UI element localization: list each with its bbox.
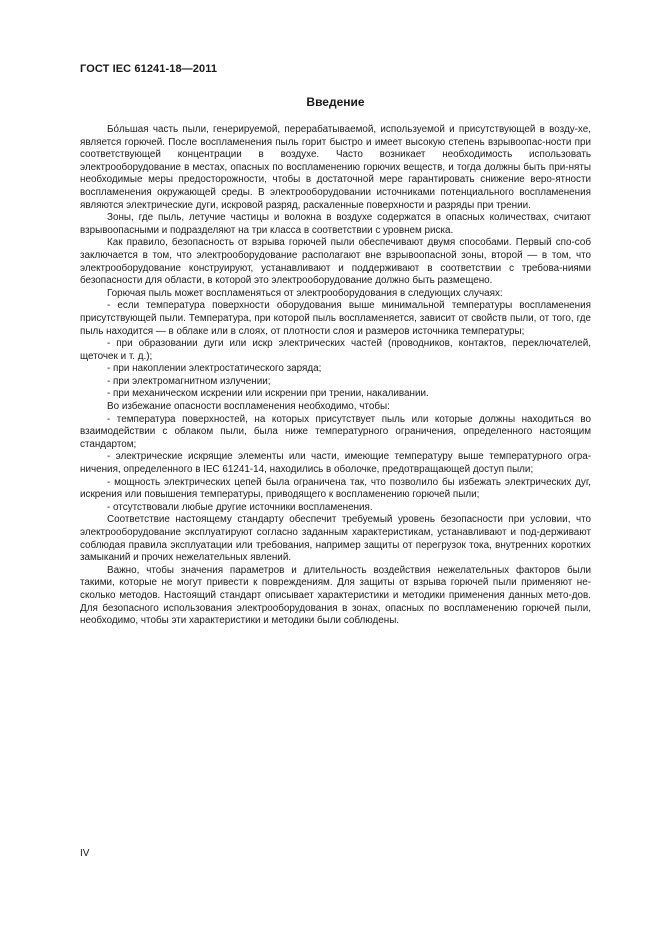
introduction-body bbox=[80, 124, 591, 628]
list-item: - мощность электрических цепей была ограничена так, что позволило бы избежать электрических дуг, искрения или повышения температуры, приводящего к воспламенению горючей пыли; bbox=[80, 476, 591, 501]
paragraph: Соответствие настоящему стандарту обеспечит требуемый уровень безопасности при условии, что электрооборудование эксплуатируют согласно заданным характеристикам, устанавливают и под-держивают соблюдая правила эксплуатации или требования, например защиты от перегрузок тока, внутренних коротких замыканий и прочих нежелательных явлений. bbox=[80, 514, 591, 564]
list-item: - при механическом искрении или искрении при трении, накаливании. bbox=[107, 388, 429, 400]
list-item: - если температура поверхности оборудования выше минимальной температуры воспламенения присутствующей пыли. Температура, при которой пыль воспламеняется, зависит от свойств пыли, от того, где пыль находится — в облаке или в слоях, от плотности слоя и размеров источника температуры; bbox=[80, 300, 591, 337]
list-item: - электрические искрящие элементы или части, имеющие температуру выше температурного огра-ничения, определенного в IEC 61241-14, находились в оболочке, предотвращающей доступ пыли; bbox=[80, 451, 591, 476]
paragraph: Важно, чтобы значения параметров и длительность воздействия нежелательных факторов были такими, которые не могут привести к повреждениям. Для защиты от взрыва горючей пыли применяют не-сколько методов. Настоящий стандарт описывает характеристики и методики применения данных мето-дов. Для безопасного использования электрооборудования в зонах, опасных по воспламенению горючей пыли, необходимо, чтобы эти характеристики и методики были соблюдены. bbox=[80, 564, 591, 627]
paragraph: Во избежание опасности воспламенения необходимо, чтобы: bbox=[107, 401, 390, 413]
paragraph: Горючая пыль может воспламеняться от электрооборудования в следующих случаях: bbox=[107, 287, 503, 299]
list-item: - отсутствовали любые другие источники воспламенения. bbox=[107, 501, 373, 513]
paragraph: Как правило, безопасность от взрыва горючей пыли обеспечивают двумя способами. Первый спо-соб заключается в том, что электрооборудование располагают вне взрывоопасной зоны, второй — в том, что электрооборудование конструируют, устанавливают и поддерживают в соответствии с требова-ниями безопасности для области, в которой это электрооборудование должно быть размещено. bbox=[80, 237, 591, 287]
paragraph: Бо́льшая часть пыли, генерируемой, перерабатываемой, используемой и присутствующей в возду-хе, является горючей. После воспламенения пыль горит быстро и имеет высокую степень взрывоопас-ности при соответствующей концентрации в воздухе. Часто возникает необходимость использовать электрооборудование в местах, опасных по воспламенению горючих веществ, и тогда должны быть при-няты необходимые меры предосторожности, чтобы в достаточной мере гарантировать снижение веро-ятности воспламенения окружающей среды. В электрооборудовании источниками потенциального воспламенения являются электрические дуги, искровой разряд, раскаленные поверхности и разряды при трении. bbox=[80, 124, 591, 211]
list-item: - при электромагнитном излучении; bbox=[107, 375, 271, 387]
list-item: - температура поверхностей, на которых присутствует пыль или которые должны находиться во взаимодействии с облаком пыли, была ниже температурного ограничения, определенного настоящим стандартом; bbox=[80, 413, 591, 450]
document-header: ГОСТ IEC 61241-18—2011 bbox=[80, 63, 218, 75]
list-item: - при накоплении электростатического заряда; bbox=[107, 363, 322, 375]
paragraph: Зоны, где пыль, летучие частицы и волокна в воздухе содержатся в опасных количествах, считают взрывоопасными и подразделяют на три класса в соответствии с уровнем риска. bbox=[80, 212, 591, 236]
list-item: - при образовании дуги или искр электрических частей (проводников, контактов, переключателей, щеточек и т. д.); bbox=[80, 338, 591, 362]
page-title: Введение bbox=[306, 95, 365, 109]
page-number: IV bbox=[80, 848, 90, 859]
